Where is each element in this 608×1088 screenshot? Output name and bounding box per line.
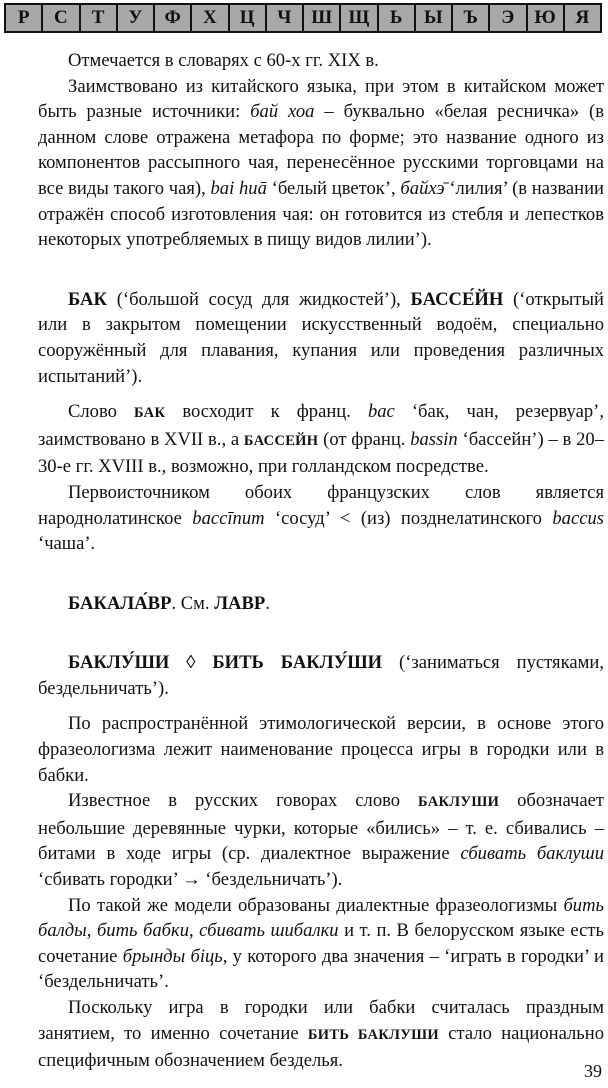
spacer [38, 253, 604, 287]
entry-heading [38, 287, 604, 389]
text-run: Заимствовано из китайского языка, при этом в китайском может быть разные источники: [38, 75, 604, 123]
italic-term: сбивать баклуши [460, 843, 604, 865]
italic-term: baccīnum [192, 507, 265, 529]
text-run: Первоисточником обоих французских слов является народнолатинское [38, 481, 604, 529]
text-run: и т. п. В белорусском языке есть сочетание [38, 920, 604, 967]
paragraph [38, 788, 604, 892]
headword: БАК [68, 288, 107, 310]
text-run: ‘бак, чан, резервуар’, заимствовано в XVII в., а [38, 401, 604, 450]
paragraph [38, 893, 604, 995]
alphabet-letter: Ь [379, 5, 416, 31]
italic-term: бай хоа [250, 101, 315, 123]
italic-term: байхэ̄ [400, 177, 445, 199]
text-run: обозначает небольшие деревянные чурки, которые «бились» – т. е. сбивались – битами в ходе игры (ср. диалектное выражение [38, 790, 604, 865]
italic-term: бить бабки [96, 920, 189, 942]
text-run: ‘белый цветок’, [266, 177, 401, 199]
italic-term: bassin [410, 428, 458, 450]
headword: БАКАЛА́ВР [68, 592, 172, 614]
text-run: (от франц. [318, 428, 411, 450]
entry-heading [38, 591, 604, 617]
text-run: Известное в русских говорах слово [68, 790, 419, 812]
headword: БАССЕ́ЙН [410, 288, 504, 310]
italic-term: сбивать шибалки [199, 920, 339, 942]
alphabet-letter: Ю [528, 5, 565, 31]
alphabet-letter: Р [6, 5, 43, 31]
alphabet-index-bar [4, 3, 602, 33]
text-run: ‘бассейн’) – в 20–30-е гг. XVIII в., возможно, при голландском посредстве. [38, 428, 604, 478]
text-run: (‘большой сосуд для жидкостей’), [106, 288, 411, 310]
spacer [38, 616, 604, 650]
paragraph [38, 995, 604, 1074]
alphabet-letter: Щ [341, 5, 378, 31]
text-run: . [265, 592, 270, 614]
text-run: ‘чаша’. [38, 533, 96, 555]
text-run: Отмечается в словарях с 60-х гг. XIX в. [68, 50, 379, 71]
text-run: По такой же модели образованы диалектные фразеологизмы [68, 894, 564, 916]
dictionary-text [38, 48, 604, 1074]
alphabet-letter: С [43, 5, 80, 31]
smallcaps-term: БАК [133, 405, 166, 422]
italic-term: bai huā [210, 177, 267, 199]
alphabet-letter: Ф [155, 5, 192, 31]
alphabet-letter: Ш [304, 5, 341, 31]
paragraph [38, 74, 604, 253]
text-run: – буквально «белая ресничка» (в данном слове отражена метафора по форме; это название одного из компонентов рассыпного чая, перенесённое русскими торговцами на все виды такого чая), [38, 101, 604, 199]
headword: БИТЬ БАКЛУ́ШИ [212, 652, 383, 674]
page-number: 39 [584, 1061, 602, 1081]
text-run: Поскольку игра в городки или бабки считалась праздным занятием, то именно сочетание [38, 997, 604, 1044]
alphabet-letter: Ц [230, 5, 267, 31]
headword: ЛАВР [214, 592, 266, 614]
text-run: , у которого два значения – ‘играть в городки’ и ‘бездельничать’. [38, 945, 604, 993]
spacer [38, 557, 604, 591]
alphabet-letter: Т [81, 5, 118, 31]
entry-heading [38, 650, 604, 701]
text-run: ‘лилия’ (в названии отражён способ изготовления чая: он готовится из стебля и лепестков некоторых употребляемых в пищу видов лилии’). [38, 177, 604, 251]
alphabet-letter: Ч [267, 5, 304, 31]
smallcaps-term: БИТЬ БАКЛУШИ [307, 1026, 439, 1043]
text-run: , [189, 920, 200, 942]
headword: БАКЛУ́ШИ [68, 652, 170, 674]
alphabet-letter: У [118, 5, 155, 31]
alphabet-letter: Э [490, 5, 527, 31]
text-run: ◊ [169, 652, 213, 674]
text-run: , [86, 920, 97, 942]
alphabet-letter: Я [565, 5, 600, 31]
text-run: (‘открытый или в закрытом помещении искусственный водоём, специально сооружённый для плавания, купания или проведения различных испытаний’). [38, 288, 604, 387]
text-run: ‘сосуд’ < (из) позднелатинского [264, 507, 553, 529]
text-run: восходит к франц. [165, 401, 368, 423]
alphabet-letter: Х [192, 5, 229, 31]
paragraph [38, 399, 604, 480]
text-run: . См. [171, 592, 215, 614]
text-run: ‘сбивать городки’ → ‘бездельничать’). [38, 869, 343, 891]
italic-term: бить балды [38, 894, 604, 942]
spacer [38, 389, 604, 399]
spacer [38, 701, 604, 711]
italic-term: брынды біць [122, 945, 223, 967]
italic-term: bac [367, 401, 395, 423]
paragraph [38, 480, 604, 557]
smallcaps-term: БАССЕЙН [243, 432, 319, 449]
text-run: (‘заниматься пустяками, бездельничать’). [38, 652, 604, 699]
text-run: Слово [68, 401, 134, 423]
alphabet-letter: Ъ [453, 5, 490, 31]
text-run: По распространённой этимологической версии, в основе этого фразеологизма лежит наименование процесса игры в городки или в бабки. [38, 713, 604, 786]
smallcaps-term: БАКЛУШИ [418, 794, 500, 811]
italic-term: baccus [552, 507, 604, 529]
text-run: стало национально специфичным обозначением безделья. [38, 1022, 605, 1072]
paragraph [38, 48, 604, 74]
paragraph [38, 711, 604, 788]
alphabet-letter: Ы [416, 5, 453, 31]
